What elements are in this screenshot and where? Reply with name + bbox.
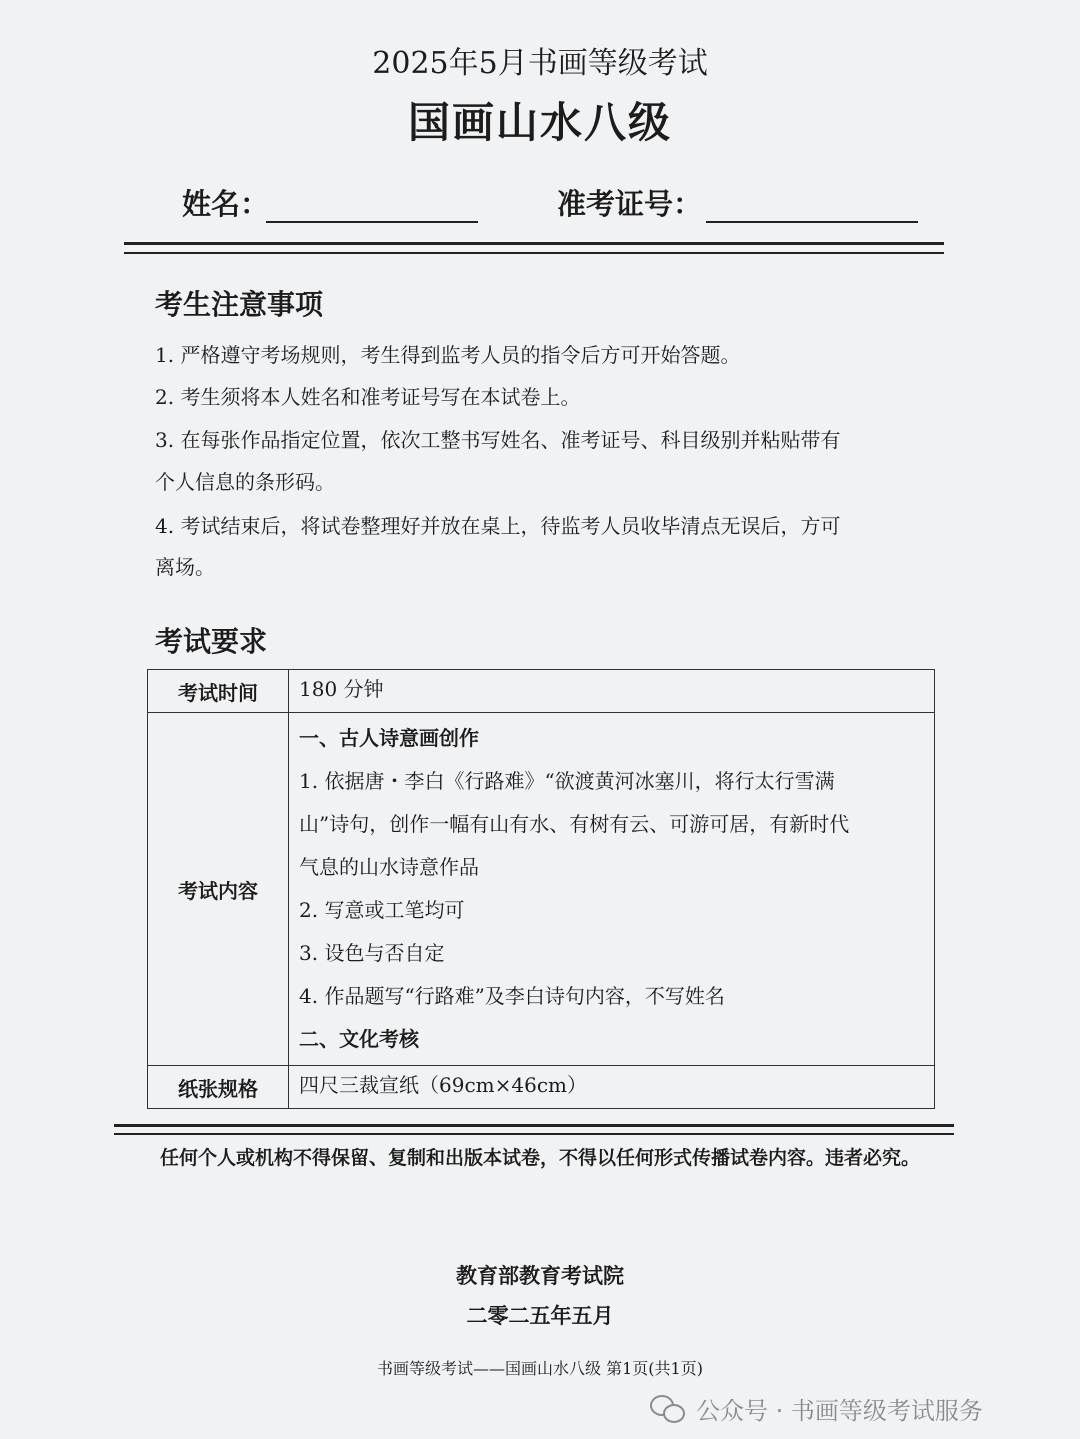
time-label-cell: 考试时间 — [148, 670, 289, 713]
paper-value-cell — [289, 1066, 935, 1109]
copyright-notice: 任何个人或机构不得保留、复制和出版本试卷，不得以任何形式传播试卷内容。违者必究。 — [159, 1147, 920, 1169]
paper-label-cell: 纸张规格 — [148, 1066, 289, 1109]
paper-value: 四尺三裁宣纸（69cm×46cm） — [299, 1073, 587, 1097]
page-info: 书画等级考试——国画山水八级 第1页(共1页) — [377, 1359, 703, 1378]
content-section-heading: 一、古人诗意画创作 — [299, 726, 479, 750]
issue-date: 二零二五年五月 — [466, 1303, 614, 1328]
ticket-number-label: 准考证号： — [557, 187, 703, 221]
notice-line: 3. 在每张作品指定位置，依次工整书写姓名、准考证号、科目级别并粘贴带有 — [155, 428, 841, 452]
exam-subject-title: 国画山水八级 — [407, 98, 672, 147]
copyright-divider-top — [114, 1124, 954, 1127]
time-value-cell — [289, 670, 935, 713]
issuing-organization: 教育部教育考试院 — [456, 1263, 624, 1288]
header-divider-bottom — [124, 252, 944, 254]
header-divider-top — [124, 242, 944, 245]
content-line: 山”诗句，创作一幅有山有水、有树有云、可游可居，有新时代 — [299, 812, 850, 836]
wechat-icon — [650, 1393, 686, 1423]
name-label: 姓名： — [182, 187, 270, 221]
exam-session-title: 2025年5月书画等级考试 — [372, 46, 708, 81]
notice-line: 个人信息的条形码。 — [155, 470, 335, 494]
watermark — [650, 1388, 983, 1428]
table-row — [148, 670, 935, 713]
copyright-divider-bottom — [114, 1133, 954, 1135]
content-label-cell: 考试内容 — [148, 713, 289, 1066]
content-line: 3. 设色与否自定 — [299, 941, 445, 965]
notice-title: 考生注意事项 — [155, 288, 324, 321]
notice-line: 1. 严格遵守考场规则，考生得到监考人员的指令后方可开始答题。 — [155, 343, 741, 367]
table-row — [148, 1066, 935, 1109]
watermark-text: 公众号 · 书画等级考试服务 — [696, 1396, 983, 1425]
notice-line: 4. 考试结束后，将试卷整理好并放在桌上，待监考人员收毕清点无误后，方可 — [155, 514, 841, 538]
ticket-number-blank — [706, 221, 918, 223]
content-line: 1. 依据唐・李白《行路难》“欲渡黄河冰塞川，将行太行雪满 — [299, 769, 835, 793]
notice-line: 离场。 — [155, 555, 215, 579]
requirements-table — [147, 669, 935, 1109]
time-value: 180 分钟 — [299, 677, 384, 701]
notice-line: 2. 考生须将本人姓名和准考证号写在本试卷上。 — [155, 385, 581, 409]
requirements-title: 考试要求 — [155, 625, 268, 658]
content-line: 4. 作品题写“行路难”及李白诗句内容，不写姓名 — [299, 984, 725, 1008]
content-section-heading: 二、文化考核 — [299, 1027, 419, 1051]
content-line: 2. 写意或工笔均可 — [299, 898, 465, 922]
name-blank — [266, 221, 478, 223]
content-line: 气息的山水诗意作品 — [299, 855, 479, 879]
content-value-cell — [289, 713, 935, 1066]
table-row — [148, 713, 935, 1066]
